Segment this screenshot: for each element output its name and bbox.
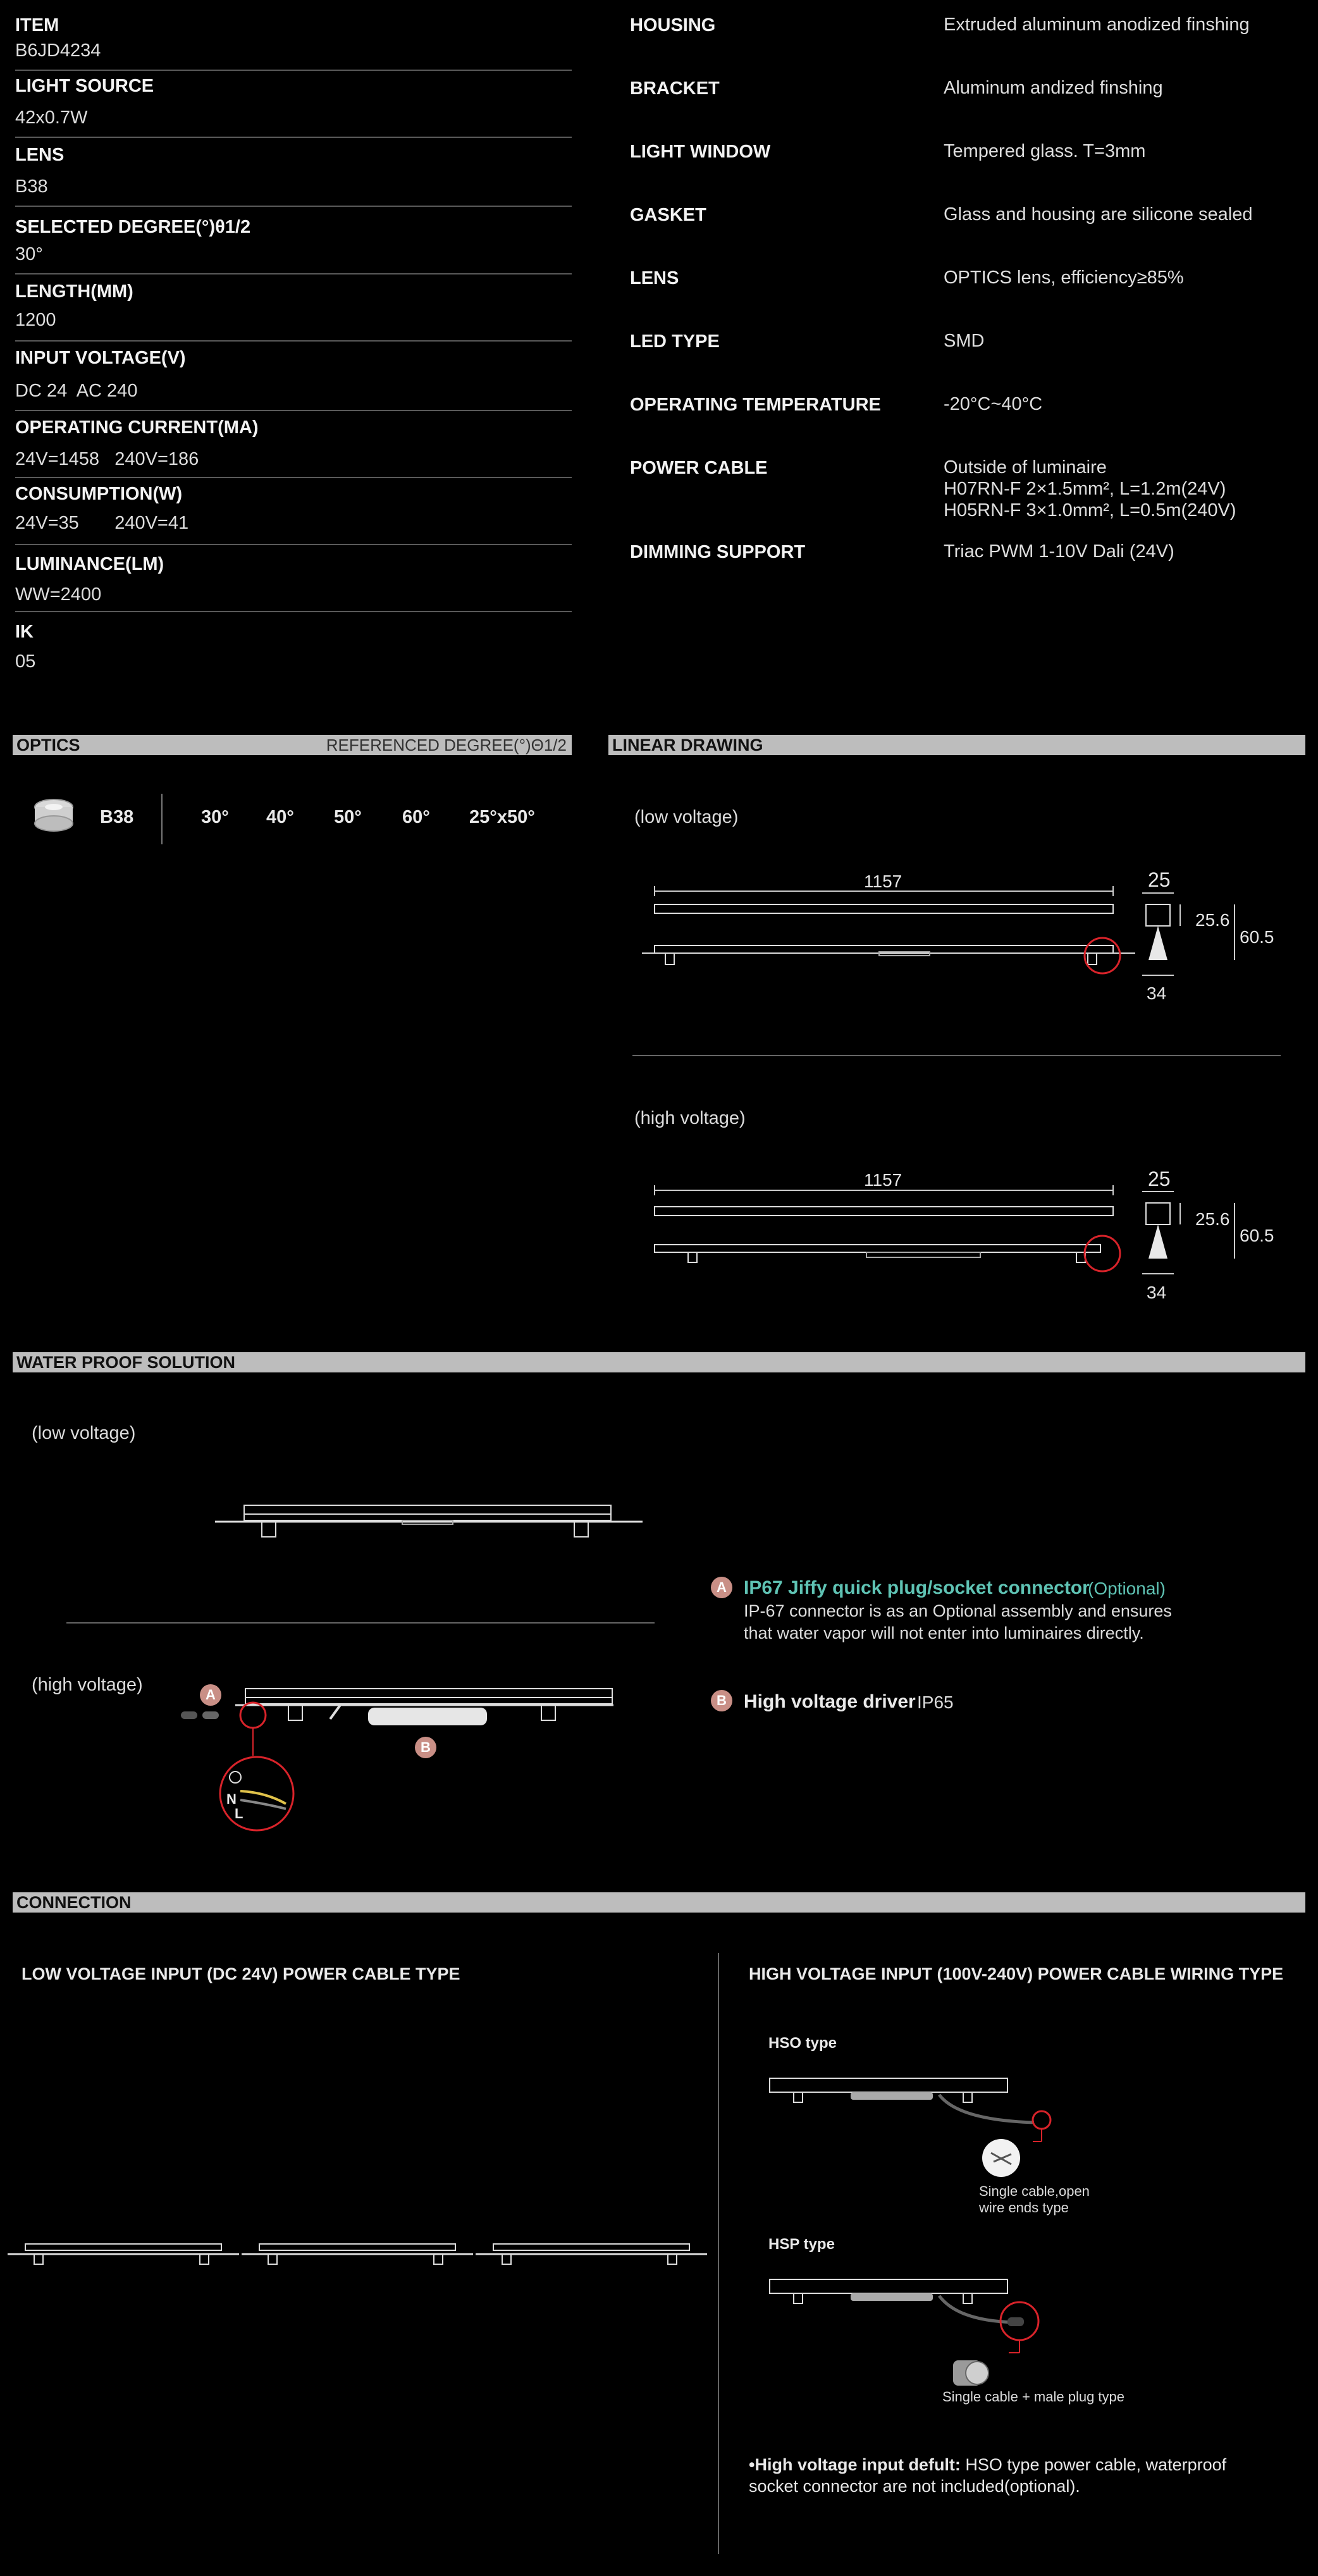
spec-value: Glass and housing are silicone sealed	[944, 204, 1253, 225]
spec-label: POWER CABLE	[630, 458, 768, 478]
wire-label: L	[235, 1806, 243, 1821]
note-text: HSO type power cable, waterproof	[960, 2455, 1227, 2474]
low-voltage-chain-drawing	[6, 2240, 708, 2278]
spec-label: LUMINANCE(LM)	[15, 554, 164, 574]
divider	[66, 1622, 655, 1624]
spec-value: B38	[15, 176, 48, 197]
lens-name: B38	[100, 807, 134, 827]
low-voltage-luminaire	[212, 1499, 649, 1556]
high-voltage-title: HIGH VOLTAGE INPUT (100V-240V) POWER CABLE WIRING TYPE	[749, 1964, 1284, 1983]
spec-label: IK	[15, 622, 34, 642]
connector-description: that water vapor will not enter into luminaires directly.	[744, 1624, 1144, 1642]
high-voltage-luminaire	[177, 1680, 632, 1832]
spec-value: SMD	[944, 331, 985, 351]
hsp-caption: Single cable + male plug type	[942, 2389, 1125, 2405]
divider	[15, 206, 572, 207]
divider	[15, 340, 572, 342]
divider	[161, 794, 163, 844]
low-voltage-title: LOW VOLTAGE INPUT (DC 24V) POWER CABLE TYPE	[22, 1964, 460, 1983]
spec-label: OPERATING TEMPERATURE	[630, 395, 881, 415]
high-voltage-label: (high voltage)	[634, 1108, 746, 1128]
connector-optional: (Optional)	[1088, 1579, 1166, 1598]
lens-icon	[30, 793, 77, 840]
badge-a: A	[200, 1684, 221, 1706]
divider	[15, 273, 572, 274]
hso-type-label: HSO type	[768, 2035, 837, 2052]
spec-value: 1200	[15, 310, 56, 330]
spec-label: LIGHT SOURCE	[15, 76, 154, 96]
spec-label: BRACKET	[630, 78, 720, 99]
spec-label: SELECTED DEGREE(°)θ1/2	[15, 217, 251, 237]
note-bold: •High voltage input defult:	[749, 2455, 961, 2474]
degree-option: 60°	[402, 807, 430, 827]
spec-value: 24V=1458 240V=186	[15, 449, 199, 469]
spec-label: LED TYPE	[630, 331, 720, 352]
spec-value: 30°	[15, 244, 43, 264]
spec-label: OPERATING CURRENT(MA)	[15, 417, 259, 438]
divider	[15, 477, 572, 478]
degree-option: 50°	[334, 807, 362, 827]
spec-label: CONSUMPTION(W)	[15, 484, 183, 504]
spec-value: DC 24 AC 240	[15, 381, 138, 401]
spec-value: Triac PWM 1-10V Dali (24V)	[944, 541, 1174, 562]
divider	[632, 1055, 1281, 1056]
spec-value: 05	[15, 651, 36, 672]
section-title: LINEAR DRAWING	[612, 736, 763, 755]
high-voltage-label: (high voltage)	[32, 1675, 143, 1695]
spec-value: 24V=35 240V=41	[15, 513, 189, 533]
connector-description: IP-67 connector is as an Optional assembly and ensures	[744, 1601, 1172, 1620]
spec-label: HOUSING	[630, 15, 716, 35]
divider	[15, 410, 572, 411]
spec-label: DIMMING SUPPORT	[630, 542, 806, 562]
spec-value: B6JD4234	[15, 40, 101, 61]
hsp-drawing	[768, 2277, 1072, 2384]
degree-option: 40°	[266, 807, 294, 827]
wire-label: N	[226, 1791, 237, 1807]
divider	[15, 544, 572, 545]
driver-rating: IP65	[917, 1692, 954, 1712]
hso-caption: wire ends type	[979, 2200, 1069, 2215]
spec-label: GASKET	[630, 205, 706, 225]
spec-value: OPTICS lens, efficiency≥85%	[944, 268, 1184, 288]
high-voltage-drawing	[639, 1181, 1145, 1276]
height-dimension: 60.5	[1240, 927, 1274, 947]
base-dimension: 34	[1147, 1283, 1167, 1302]
length-dimension: 1157	[864, 1170, 902, 1190]
waterproof-header	[13, 1352, 1305, 1372]
section-subtitle: REFERENCED DEGREE(°)Θ1/2	[326, 736, 567, 755]
divider	[718, 1953, 719, 2554]
divider	[15, 137, 572, 138]
degree-option: 30°	[201, 807, 229, 827]
spec-label: LENS	[15, 145, 65, 165]
length-dimension: 1157	[864, 872, 902, 891]
spec-label: ITEM	[15, 15, 59, 35]
spec-value: 42x0.7W	[15, 108, 88, 128]
spec-value: -20°C~40°C	[944, 394, 1043, 414]
badge-b: B	[711, 1690, 732, 1711]
spec-label: LIGHT WINDOW	[630, 142, 771, 162]
divider	[15, 70, 572, 71]
badge-b: B	[415, 1737, 436, 1758]
hsp-type-label: HSP type	[768, 2236, 835, 2253]
spec-value: H07RN-F 2×1.5mm², L=1.2m(24V)	[944, 479, 1226, 499]
connection-header	[13, 1892, 1305, 1913]
profile-drawing	[1138, 1190, 1233, 1285]
hso-caption: Single cable,open	[979, 2183, 1090, 2199]
badge-a: A	[711, 1577, 732, 1598]
note-text: socket connector are not included(optional).	[749, 2477, 1080, 2496]
low-voltage-drawing	[639, 882, 1145, 977]
divider	[15, 611, 572, 612]
section-title: WATER PROOF SOLUTION	[16, 1353, 235, 1372]
spec-value: H05RN-F 3×1.0mm², L=0.5m(240V)	[944, 500, 1236, 521]
spec-value: Extruded aluminum anodized finshing	[944, 15, 1250, 35]
linear-drawing-header	[608, 735, 1305, 755]
height-dimension: 25.6	[1195, 910, 1230, 930]
connector-title: IP67 Jiffy quick plug/socket connector	[744, 1577, 1090, 1598]
spec-label: LENGTH(MM)	[15, 281, 133, 302]
high-voltage-note	[749, 2455, 1226, 2475]
section-title: OPTICS	[16, 736, 80, 755]
section-title: CONNECTION	[16, 1893, 132, 1912]
degree-option: 25°x50°	[469, 807, 535, 827]
spec-value: Tempered glass. T=3mm	[944, 141, 1146, 161]
hso-drawing	[768, 2076, 1072, 2183]
low-voltage-label: (low voltage)	[32, 1423, 136, 1443]
spec-value: WW=2400	[15, 584, 102, 605]
spec-label: INPUT VOLTAGE(V)	[15, 348, 186, 368]
optics-header	[13, 735, 572, 755]
width-dimension: 25	[1148, 868, 1171, 891]
height-dimension: 60.5	[1240, 1226, 1274, 1245]
spec-value: Aluminum andized finshing	[944, 78, 1163, 98]
spec-label: LENS	[630, 268, 679, 288]
driver-title: High voltage driver	[744, 1691, 916, 1712]
spec-value: Outside of luminaire	[944, 457, 1107, 478]
low-voltage-label: (low voltage)	[634, 807, 739, 827]
base-dimension: 34	[1147, 983, 1167, 1003]
height-dimension: 25.6	[1195, 1209, 1230, 1229]
profile-drawing	[1138, 892, 1233, 987]
width-dimension: 25	[1148, 1168, 1171, 1190]
